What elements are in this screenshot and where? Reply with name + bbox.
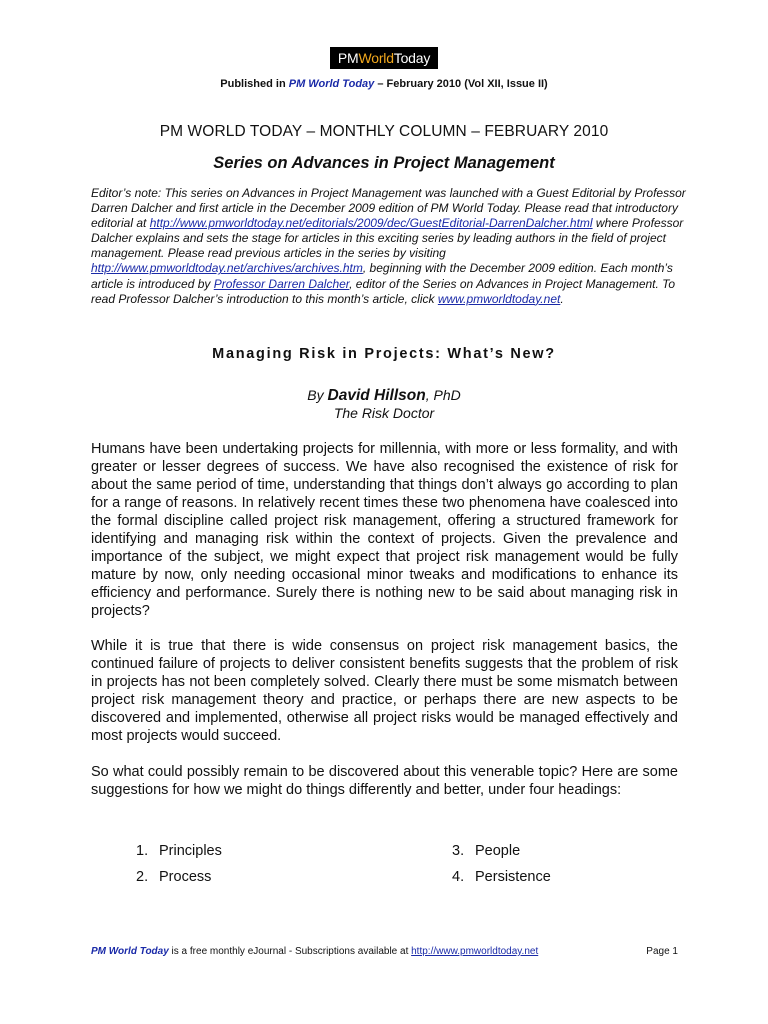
heading-list-item [452, 868, 551, 886]
list-label: Persistence [475, 869, 551, 885]
logo-today: Today [393, 50, 431, 66]
heading-list-item [136, 868, 211, 886]
pmworldtoday-link[interactable]: www.pmworldtoday.net [437, 291, 561, 306]
list-label: Process [159, 869, 212, 885]
editor-note-text-5: . [560, 291, 564, 306]
list-number: 1. [136, 843, 149, 859]
pm-world-today-logo [330, 47, 438, 69]
author-name: David Hillson [327, 387, 426, 404]
editor-note-text-3: , beginning with the December 2009 edition. Each month’s article is introduced by [91, 261, 673, 291]
page-number: Page 1 [646, 946, 678, 957]
byline [0, 387, 768, 405]
dalcher-link[interactable]: Professor Darren Dalcher [213, 276, 350, 291]
footer-text: is a free monthly eJournal - Subscriptions available at [168, 946, 412, 957]
list-number: 3. [452, 843, 465, 859]
list-label: People [475, 843, 521, 859]
column-title: PM WORLD TODAY – MONTHLY COLUMN – FEBRUARY 2010 [159, 123, 609, 140]
series-title: Series on Advances in Project Management [213, 154, 555, 172]
publication-suffix: – February 2010 (Vol XII, Issue II) [377, 78, 548, 90]
body-paragraph-3: So what could possibly remain to be discovered about this venerable topic? Here are some suggestions for how we might do things differently and better, under four headings: [91, 764, 678, 798]
editor-note-text-4: , editor of the Series on Advances in Project Management. To read Professor Dalcher’s introduction to this month’s article, click [91, 276, 676, 306]
list-number: 2. [136, 869, 149, 885]
footer-subscription-link[interactable]: http://www.pmworldtoday.net [411, 946, 539, 957]
publication-line [0, 78, 768, 90]
archives-link[interactable]: http://www.pmworldtoday.net/archives/archives.htm [91, 261, 363, 276]
editor-note-text-1: Editor’s note: This series on Advances in Project Management was launched with a Guest Editorial by Professor Darren Dalcher and first article in the December 2009 edition of PM World Today. Please read that introductory editorial at [91, 186, 686, 231]
article-title: Managing Risk in Projects: What’s New? [212, 346, 556, 362]
byline-by: By [307, 387, 328, 403]
logo-world: World [358, 50, 394, 66]
editor-note-text-2: where Professor Dalcher explains and sets the stage for articles in this exciting series by leading authors in the field of project management. Please read previous articles in the series by visiting [91, 216, 684, 261]
editor-note [91, 186, 691, 307]
page-footer [91, 946, 678, 958]
author-affiliation: The Risk Doctor [333, 405, 435, 421]
body-paragraph-2: While it is true that there is wide consensus on project risk management basics, the continued failure of projects to deliver consistent benefits suggests that the problem of risk in projects has not been completely solved. Clearly there must be some mismatch between project risk management theory and practice, or perhaps there are new aspects to be discovered and implemented, otherwise all project risks would be managed effectively and most projects would succeed. [91, 638, 678, 744]
footer-magazine: PM World Today [91, 946, 169, 957]
publication-magazine: PM World Today [288, 78, 375, 90]
logo-pm: PM [337, 50, 359, 66]
list-number: 4. [452, 869, 465, 885]
author-credential: , PhD [425, 387, 461, 403]
list-label: Principles [159, 843, 222, 859]
body-paragraph-1: Humans have been undertaking projects for millennia, with more or less formality, and with greater or lesser degrees of success. We have also recognised the existence of risk for about the same period of time, understanding that things don’t always go according to plan for a range of reasons. In relatively recent times these two phenomena have coalesced into the formal discipline called project risk management, offering a structured framework for identifying and managing risk within the context of projects. Given the prevalence and importance of the subject, we might expect that project risk management would be fully mature by now, only needing occasional minor tweaks and modifications to enhance its efficiency and performance. Surely there is nothing new to be said about managing risk in projects? [91, 441, 678, 619]
heading-list-item [452, 842, 520, 860]
editorial-link[interactable]: http://www.pmworldtoday.net/editorials/2009/dec/GuestEditorial-DarrenDalcher.html [149, 216, 593, 231]
heading-list-item [136, 842, 222, 860]
publication-prefix: Published in [220, 78, 286, 90]
